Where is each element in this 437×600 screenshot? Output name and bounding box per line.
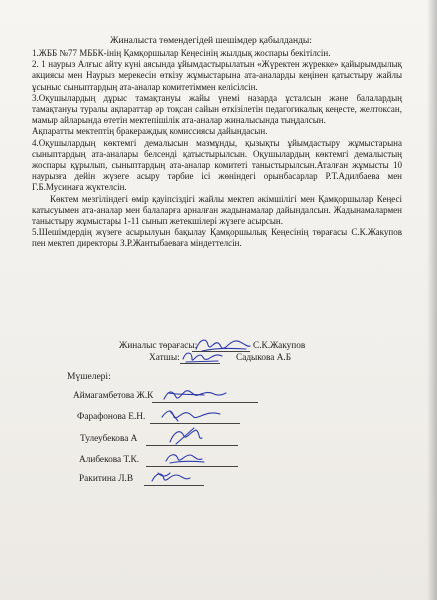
members-label: Мүшелері:	[67, 372, 111, 382]
member-name: Ракитина Л.В	[79, 474, 134, 484]
decision-5: 5.Шешімдердің жүзеге асырылуын бақылау Қамқоршылық Кеңесінің төрағасы С.К.Жакупов пен мектеп директоры З.Р.Жантыбаеваға міндеттелсін.	[32, 227, 402, 249]
member-name: Аймагамбетова Ж.К	[73, 391, 154, 401]
secretary-label: Хатшы:	[149, 353, 180, 363]
chair-label: Жиналыс төрағасы:	[119, 341, 198, 351]
chair-name: С.К.Жакупов	[253, 341, 306, 351]
page-edge-shadow	[427, 0, 437, 600]
secretary-name: Садыкова А.Б	[236, 353, 292, 363]
member-signature	[160, 385, 230, 405]
decisions-body	[32, 48, 402, 250]
decision-2: 2. 1 наурыз Алғыс айту күні аясында ұйымдастырылатын «Жүректен жүрекке» қайырымдылық акциясы мен Наурыз мерекесін өткізу жұмыстарына ата-аналарды кеңінен қатыстыру жайлы ұсыныс сыныптардың ата-аналар комитетіммен келісілсін.	[32, 59, 402, 92]
decision-3-note: Ақпаратты мектептің бракераждық комиссиясы дайындасын.	[32, 126, 268, 137]
decision-4: 4.Оқушылардың көктемгі демалысын мазмұнды, қызықты ұйымдастыру жұмыстарына сыныптардың ата-аналары белсенді қатыстырылсын. Оқушылардың көктемгі демалыстың жоспары құрылып, сыныптардың ата-аналар комитеті таныстырылсын.Аталған жұмысты 10 наурызға дейін жүзеге асыру тәрбие ісі жөніндегі орынбасарлар Р.Т.Адилбаева мен Г.Б.Мусинаға жүктелсін.	[32, 137, 402, 193]
decisions-heading: Жиналыста төмендегідей шешімдер қабылданды:	[110, 36, 312, 46]
secretary-signature	[180, 347, 224, 365]
member-name: Тулеубекова А	[80, 434, 138, 444]
decision-4-safety: Көктем мезгіліндегі өмір қауіпсіздігі жайлы мектеп әкімшілігі мен Қамқоршылар Кеңесі катысуымен ата-аналар мен балаларға арналған жадынамалар дайындалсын. Жадынамалармен таныстыру жұмыстары 1-11 сынып жетекшілері жүзеге асырсын.	[32, 193, 402, 227]
member-signature	[166, 426, 206, 448]
decision-1: 1.ЖББ №77 МББК-інің Қамқоршылар Кеңесінің жылдық жоспары бекітілсін.	[32, 48, 331, 58]
member-signature	[162, 449, 208, 467]
member-name: Фарафонова Е.Н.	[77, 412, 146, 422]
decision-3: 3.Оқушылардың дұрыс тамақтануы жайы үнемі назарда ұсталсын және балалардың тамақтануы туралы ақпараттар әр тоқсан сайын өткізілетін педагогикалық кеңесте, желтоксан, мамыр айларында өтетін мектепішілік ата-аналар жиналысында тыңдалсын.	[32, 92, 402, 126]
member-name: Алибекова Т.К.	[79, 455, 140, 465]
member-signature	[148, 467, 194, 487]
member-signature	[158, 405, 228, 425]
